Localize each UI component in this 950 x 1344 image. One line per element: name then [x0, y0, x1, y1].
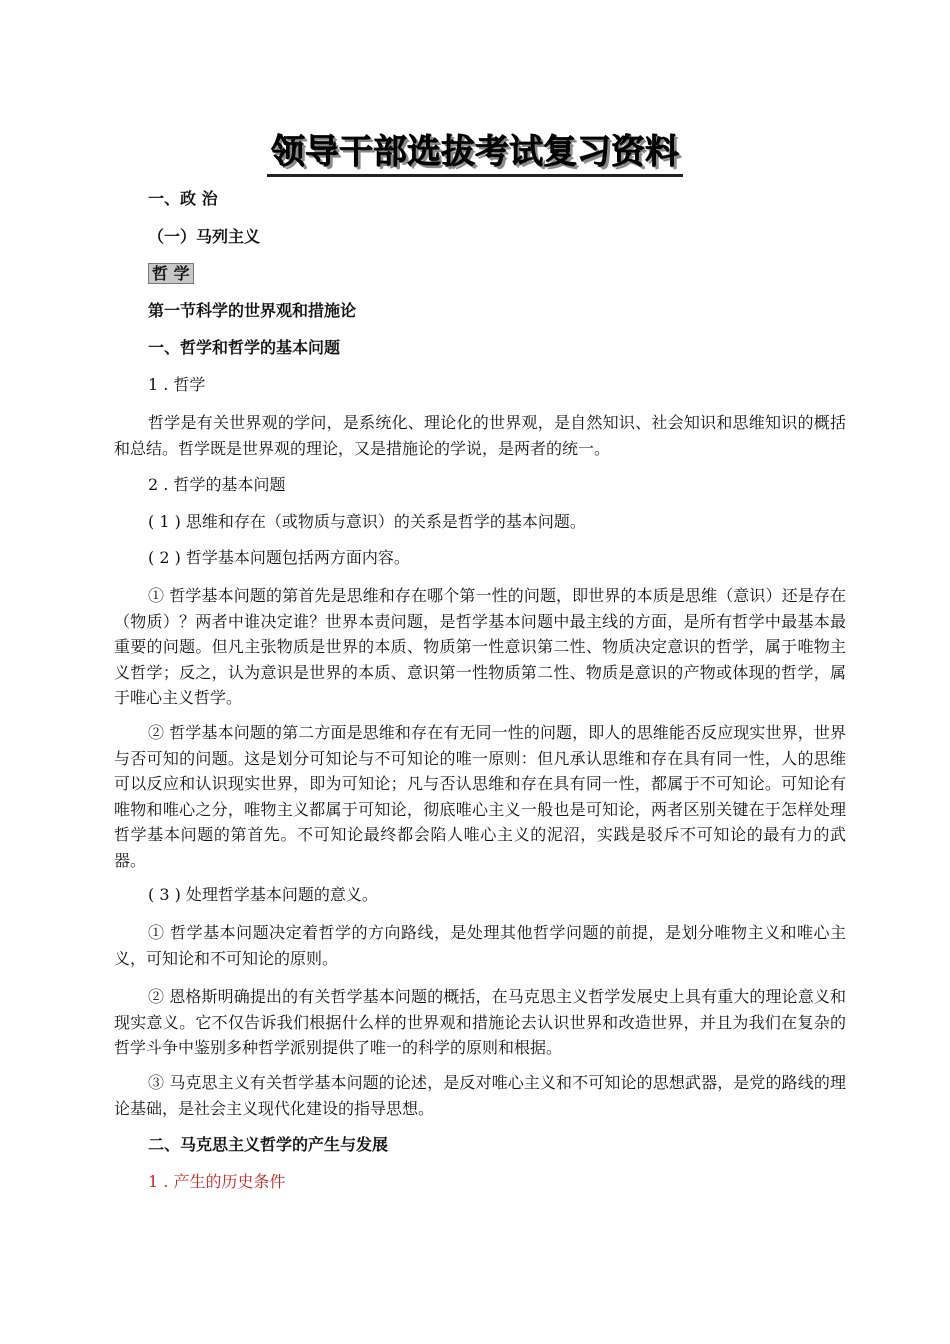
subsection-marxism-heading: （一）马列主义	[148, 227, 261, 246]
heading-philosophy-basic-question: 一、哲学和哲学的基本问题	[148, 338, 341, 357]
paragraph-meaning-1: ① 哲学基本问题决定着哲学的方向路线，是处理其他哲学问题的前提，是划分唯物主义和唯心主义，可知论和不可知论的原则。	[114, 923, 846, 968]
item-historical-conditions: 1 . 产生的历史条件	[148, 1172, 286, 1191]
paragraph-meaning-3: ③ 马克思主义有关哲学基本问题的论述，是反对唯心主义和不可知论的思想武器，是党的路线的理论基础，是社会主义现代化建设的指导思想。	[114, 1073, 846, 1118]
paragraph-philosophy-definition: 哲学是有关世界观的学问，是系统化、理论化的世界观，是自然知识、社会知识和思维知识的概括和总结。哲学既是世界观的理论，又是措施论的学说，是两者的统一。	[114, 413, 846, 458]
sub-item-3: ( 3 ) 处理哲学基本问题的意义。	[148, 885, 378, 904]
chapter-heading: 第一节科学的世界观和措施论	[148, 301, 357, 320]
paragraph-meaning-2: ② 恩格斯明确提出的有关哲学基本问题的概括，在马克思主义哲学发展史上具有重大的理论意义和现实意义。它不仅告诉我们根据什么样的世界观和措施论去认识世界和改造世界，并且为我们在复杂的哲学斗争中鉴别多种哲学派别提供了唯一的科学的原则和根据。	[114, 987, 846, 1057]
highlighted-philosophy-label: 哲 学	[148, 263, 194, 284]
heading-marxism-development: 二、马克思主义哲学的产生与发展	[148, 1135, 389, 1154]
item-philosophy: 1 . 哲学	[148, 375, 206, 394]
section-politics-heading: 一、政 治	[148, 189, 218, 208]
highlight-container	[148, 263, 194, 285]
title-container	[0, 132, 950, 177]
paragraph-second-aspect: ② 哲学基本问题的第二方面是思维和存在有无同一性的问题，即人的思维能否反应现实世界，世界与否可知的问题。这是划分可知论与不可知论的唯一原则：但凡承认思维和存在具有同一性，人的思维可以反应和认识现实世界，即为可知论；凡与否认思维和存在具有同一性，都属于不可知论。可知论有唯物和唯心之分，唯物主义都属于可知论，彻底唯心主义一般也是可知论，两者区别关键在于怎样处理哲学基本问题的第首先。不可知论最终都会陷人唯心主义的泥沼，实践是驳斥不可知论的最有力的武器。	[114, 723, 846, 870]
document-title: 领导干部选拔考试复习资料	[267, 132, 683, 177]
sub-item-2: ( 2 ) 哲学基本问题包括两方面内容。	[148, 548, 410, 567]
paragraph-first-aspect: ① 哲学基本问题的第首先是思维和存在哪个第一性的问题，即世界的本质是思维（意识）还是存在（物质）？两者中谁决定谁？世界本责问题，是哲学基本问题中最主线的方面，是所有哲学中最基本最重要的问题。但凡主张物质是世界的本质、物质第一性意识第二性、物质决定意识的哲学，属于唯物主义哲学；反之，认为意识是世界的本质、意识第一性物质第二性、物质是意识的产物或体现的哲学，属于唯心主义哲学。	[114, 586, 846, 707]
sub-item-1: ( 1 ) 思维和存在（或物质与意识）的关系是哲学的基本问题。	[148, 512, 586, 531]
item-basic-question: 2 . 哲学的基本问题	[148, 475, 286, 494]
